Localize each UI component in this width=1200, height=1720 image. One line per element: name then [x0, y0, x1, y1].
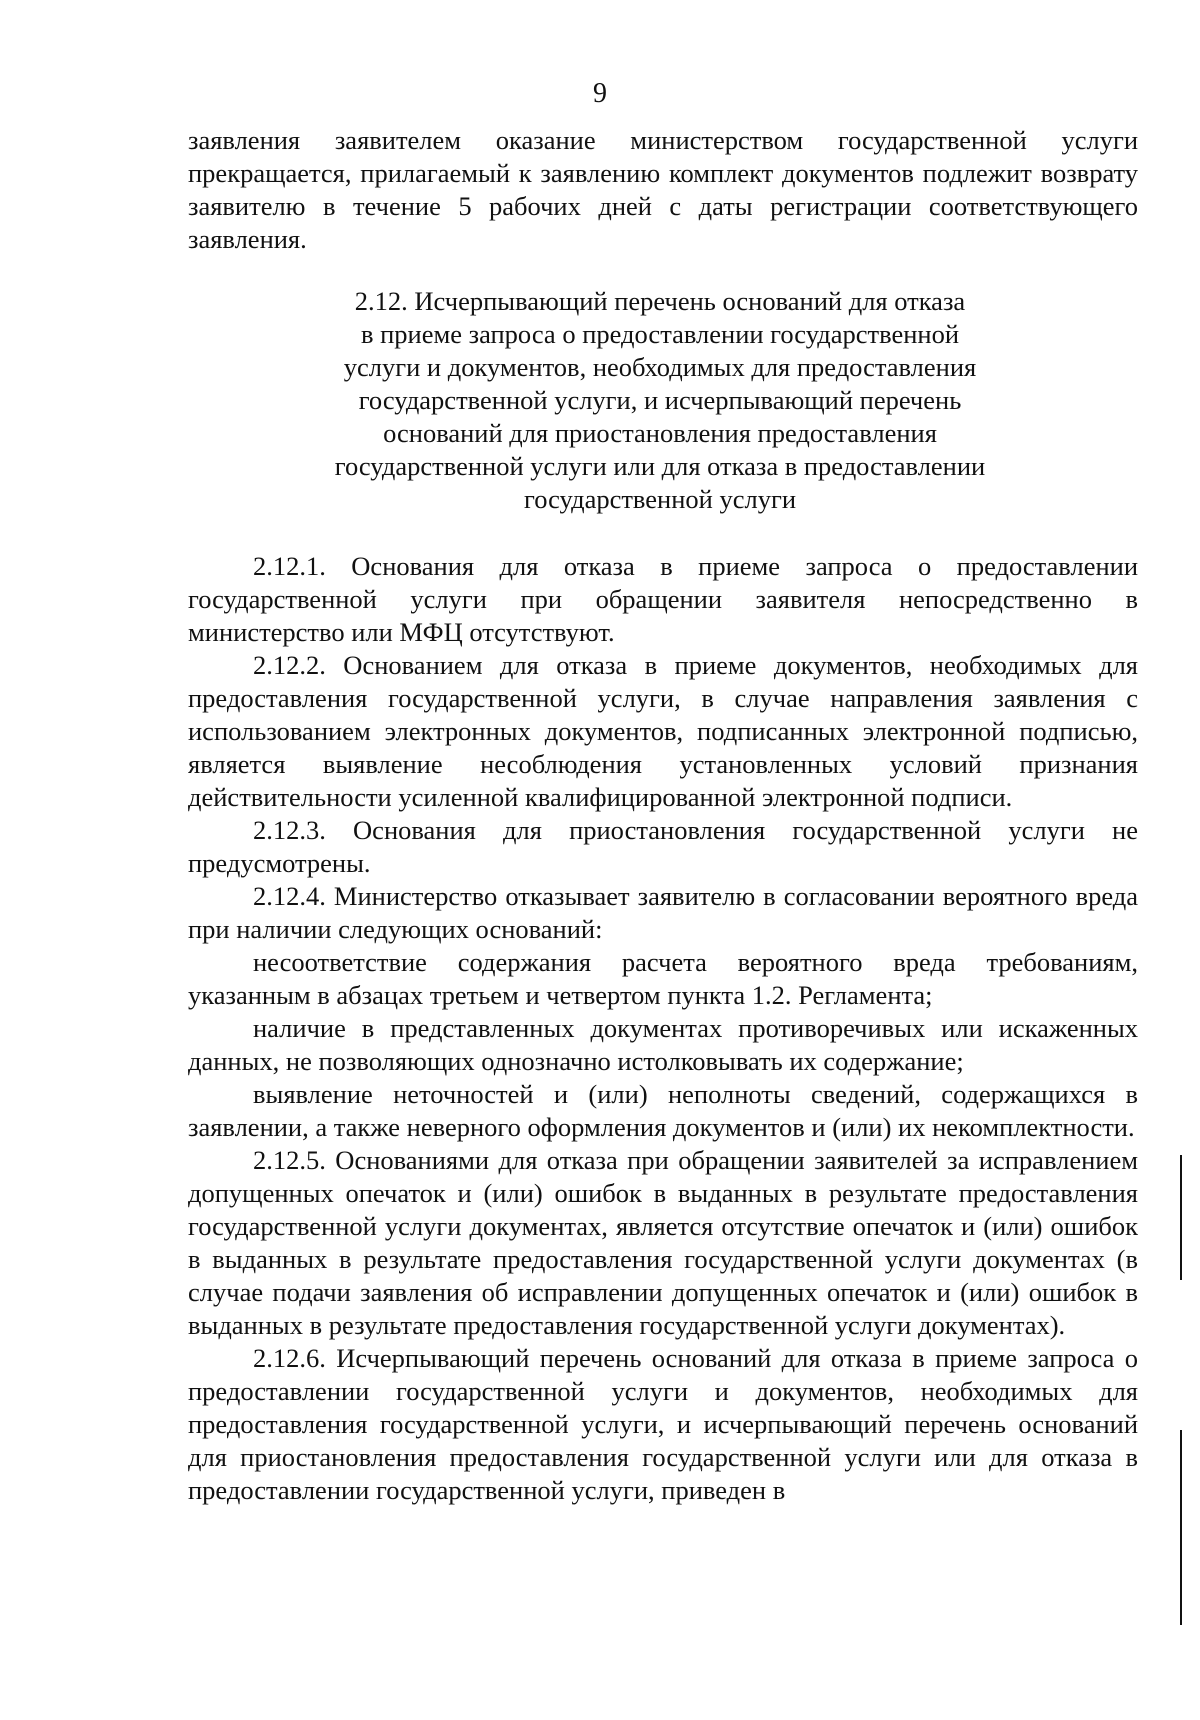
- paragraph-ground-3: выявление неточностей и (или) неполноты сведений, содержащихся в заявлении, а также неверного оформления документов и (или) их некомплектности.: [188, 1079, 1138, 1142]
- intro-paragraph: заявления заявителем оказание министерством государственной услуги прекращается, прилагаемый к заявлению комплект документов подлежит возврату заявителю в течение 5 рабочих дней с даты регистрации соответствующего заявления.: [188, 125, 1138, 254]
- main-text-block: [188, 550, 1138, 1507]
- intro-block: [188, 124, 1138, 256]
- margin-revision-bar: [1180, 1155, 1182, 1280]
- heading-line: оснований для приостановления предоставления: [383, 418, 937, 448]
- margin-revision-bar: [1180, 1430, 1182, 1625]
- paragraph-ground-2: наличие в представленных документах противоречивых или искаженных данных, не позволяющих однозначно истолковывать их содержание;: [188, 1013, 1138, 1076]
- heading-line: услуги и документов, необходимых для предоставления: [343, 352, 977, 382]
- paragraph-2-12-5: 2.12.5. Основаниями для отказа при обращении заявителей за исправлением допущенных опечаток и (или) ошибок в выданных в результате предоставления государственной услуги документах, является отсутствие опечаток и (или) ошибок в выданных в результате предоставления государственной услуги документах (в случае подачи заявления об исправлении допущенных опечаток и (или) ошибок в выданных в результате предоставления государственной услуги документах).: [188, 1145, 1138, 1340]
- heading-line: государственной услуги или для отказа в предоставлении: [334, 451, 986, 481]
- section-heading: [250, 285, 1070, 516]
- paragraph-2-12-4: 2.12.4. Министерство отказывает заявителю в согласовании вероятного вреда при наличии следующих оснований:: [188, 881, 1138, 944]
- heading-line: в приеме запроса о предоставлении государственной: [360, 319, 960, 349]
- paragraph-2-12-6: 2.12.6. Исчерпывающий перечень оснований для отказа в приеме запроса о предоставлении государственной услуги и документов, необходимых для предоставления государственной услуги, и исчерпывающий перечень оснований для приостановления предоставления государственной услуги или для отказа в предоставлении государственной услуги, приведен в: [188, 1343, 1138, 1505]
- paragraph-2-12-2: 2.12.2. Основанием для отказа в приеме документов, необходимых для предоставления государственной услуги, в случае направления заявления с использованием электронных документов, подписанных электронной подписью, является выявление несоблюдения установленных условий признания действительности усиленной квалифицированной электронной подписи.: [188, 650, 1138, 812]
- paragraph-2-12-1: 2.12.1. Основания для отказа в приеме запроса о предоставлении государственной услуги при обращении заявителя непосредственно в министерство или МФЦ отсутствуют.: [188, 551, 1138, 647]
- paragraph-2-12-3: 2.12.3. Основания для приостановления государственной услуги не предусмотрены.: [188, 815, 1138, 878]
- paragraph-ground-1: несоответствие содержания расчета вероятного вреда требованиям, указанным в абзацах третьем и четвертом пункта 1.2. Регламента;: [188, 947, 1138, 1010]
- heading-line: государственной услуги: [523, 484, 797, 514]
- page-number: 9: [593, 78, 607, 109]
- heading-line: 2.12. Исчерпывающий перечень оснований для отказа: [354, 286, 966, 316]
- heading-line: государственной услуги, и исчерпывающий перечень: [358, 385, 962, 415]
